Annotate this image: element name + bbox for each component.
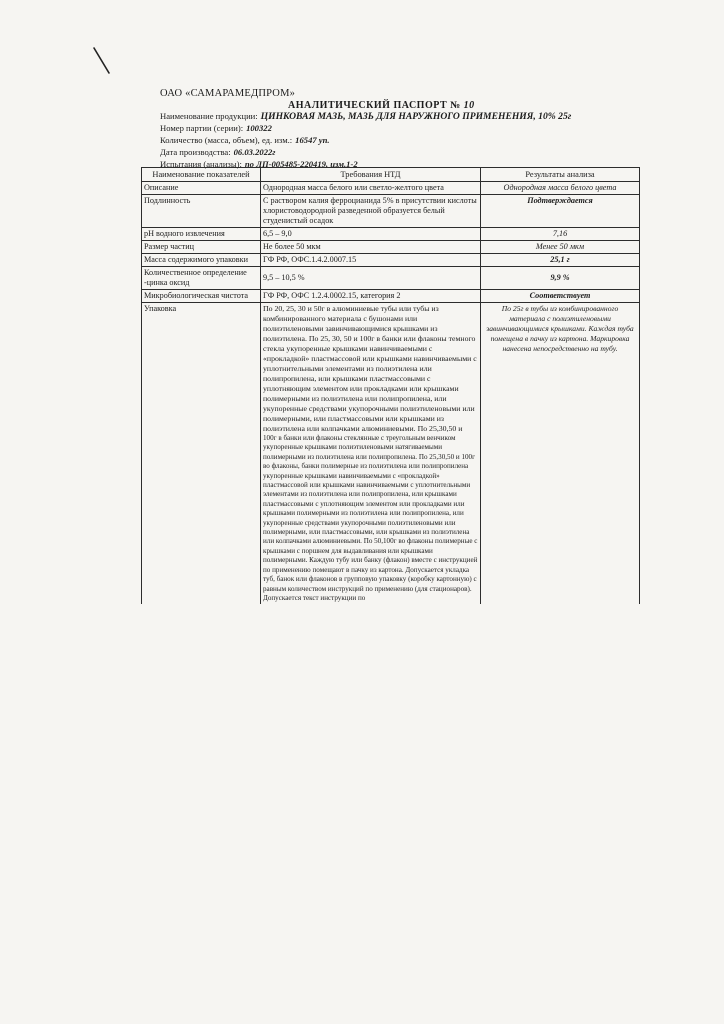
- requirement-text: С раствором калия ферроцианида 5% в присутствии кислоты хлористоводородной разведенной образуется белый студенистый осадок: [261, 195, 481, 228]
- col-header-requirements: Требования НТД: [261, 168, 481, 182]
- indicator-name: Описание: [142, 182, 261, 195]
- requirement-text: Однородная масса белого или светло-желтого цвета: [261, 182, 481, 195]
- packaging-requirement-main: По 20, 25, 30 и 50г в алюминиевые тубы или тубы из комбинированного материала с бушонами или полиэтиленовыми завинчивающимися крышками из полиэтилена. По 25, 30, 50 и 100г в банки или флаконы темного стекла укупоренные крышками навинчиваемыми с «прокладкой» пластмассовой или крышками навинчиваемыми с уплотнительными элементами из полиэтилена или полипропилена, или крышками пластмассовыми с уплотняющим элементом или прокладками или крышками полимерными из полиэтилена или полипропилена, или укупоренные средствами укупорочными полиэтиленовыми или полимерными, или пластмассовыми или крышками из полиэтилена или колпачками алюминиевыми. По 25,30,50 и: [263, 304, 477, 433]
- table-row-packaging: [142, 303, 640, 605]
- col-header-results: Результаты анализа: [481, 168, 640, 182]
- results-table-wrapper: [141, 167, 639, 604]
- result-value: 25,1 г: [481, 254, 640, 267]
- table-row: [142, 228, 640, 241]
- results-table: [141, 167, 640, 604]
- date-line: [160, 147, 660, 157]
- requirement-text: 6,5 – 9,0: [261, 228, 481, 241]
- quantity-line: [160, 135, 660, 145]
- table-row: [142, 254, 640, 267]
- result-value: 9,9 %: [481, 267, 640, 290]
- table-row: [142, 241, 640, 254]
- requirement-text: ГФ РФ, ОФС 1.2.4.0002.15, категория 2: [261, 290, 481, 303]
- result-value: 7,16: [481, 228, 640, 241]
- title-prefix: АНАЛИТИЧЕСКИЙ ПАСПОРТ №: [288, 100, 461, 111]
- quantity-label: Количество (масса, объем), ед. изм.:: [160, 135, 293, 145]
- indicator-name: Количественное определение -цинка оксид: [142, 267, 261, 290]
- requirement-text: ГФ РФ, ОФС.1.4.2.0007.15: [261, 254, 481, 267]
- product-line: [160, 111, 660, 122]
- result-value: Однородная масса белого цвета: [481, 182, 640, 195]
- packaging-requirement: [261, 303, 481, 605]
- tests-label: Испытания (анализы):: [160, 159, 242, 169]
- tests-value: по ЛП-005485-220419, изм.1-2: [244, 159, 358, 169]
- requirement-text: Не более 50 мкм: [261, 241, 481, 254]
- table-row: [142, 195, 640, 228]
- table-header-row: [142, 168, 640, 182]
- table-row: [142, 290, 640, 303]
- batch-value: 100322: [246, 123, 272, 133]
- table-row: [142, 182, 640, 195]
- requirement-text: 9,5 – 10,5 %: [261, 267, 481, 290]
- batch-label: Номер партии (серии):: [160, 123, 244, 133]
- batch-line: [160, 123, 660, 133]
- packaging-requirement-continued: 100г в банки или флаконы стеклянные с треугольным венчиком укупоренные крышками полиэтиленовыми натягиваемыми полимерными из полиэтилена или полипропилена. По 25,30,50 и 100г во флаконы, банки полимерные из полиэтилена или полипропилена укупоренные крышками навинчиваемыми с «прокладкой» пластмассовой или крышками навинчиваемыми с уплотнительными элементами из полиэтилена или полипропилена, или крышками пластмассовыми с уплотняющим элементом или прокладками или крышками полимерными из полиэтилена или полипропилена, или укупоренные средствами укупорочными полиэтиленовыми или полимерными, или пластмассовыми, или крышками из полиэтилена или колпачками алюминиевыми. По 50,100г во флаконы полимерные с крышками с поршнем для выдавливания или крышками полимерными. Каждую тубу или банку (флакон) вместе с инструкцией по применению помещают в пачку из картона. Допускается укладка туб, банок или флаконов в групповую упаковку (коробку картонную) с равным количеством инструкций по применению (для стационаров). Допускается текст инструкции по: [263, 434, 478, 602]
- indicator-name: pH водного извлечения: [142, 228, 261, 241]
- packaging-result: По 25г в тубы из комбинированного материала с полиэтиленовыми завинчивающимися крышками. Каждая туба помещена в пачку из картона. Маркировка нанесена непосредственно на тубу.: [481, 303, 640, 605]
- col-header-indicator: Наименование показателей: [142, 168, 261, 182]
- product-value: ЦИНКОВАЯ МАЗЬ, МАЗЬ ДЛЯ НАРУЖНОГО ПРИМЕНЕНИЯ, 10% 25г: [260, 111, 572, 122]
- result-value: Менее 50 мкм: [481, 241, 640, 254]
- document-title: [288, 100, 475, 111]
- indicator-name: Размер частиц: [142, 241, 261, 254]
- indicator-name: Подлинность: [142, 195, 261, 228]
- product-label: Наименование продукции:: [160, 111, 258, 121]
- date-value: 06.03.2022г: [233, 147, 276, 157]
- result-value: Подтверждается: [481, 195, 640, 228]
- indicator-name: Упаковка: [142, 303, 261, 605]
- quantity-value: 16547 уп.: [295, 135, 330, 145]
- indicator-name: Масса содержимого упаковки: [142, 254, 261, 267]
- pen-stroke-mark: [92, 46, 112, 76]
- company-name: ОАО «САМАРАМЕДПРОМ»: [160, 88, 296, 99]
- passport-number: 10: [463, 100, 475, 111]
- result-value: Соответствует: [481, 290, 640, 303]
- indicator-name: Микробиологическая чистота: [142, 290, 261, 303]
- table-row: [142, 267, 640, 290]
- date-label: Дата производства:: [160, 147, 231, 157]
